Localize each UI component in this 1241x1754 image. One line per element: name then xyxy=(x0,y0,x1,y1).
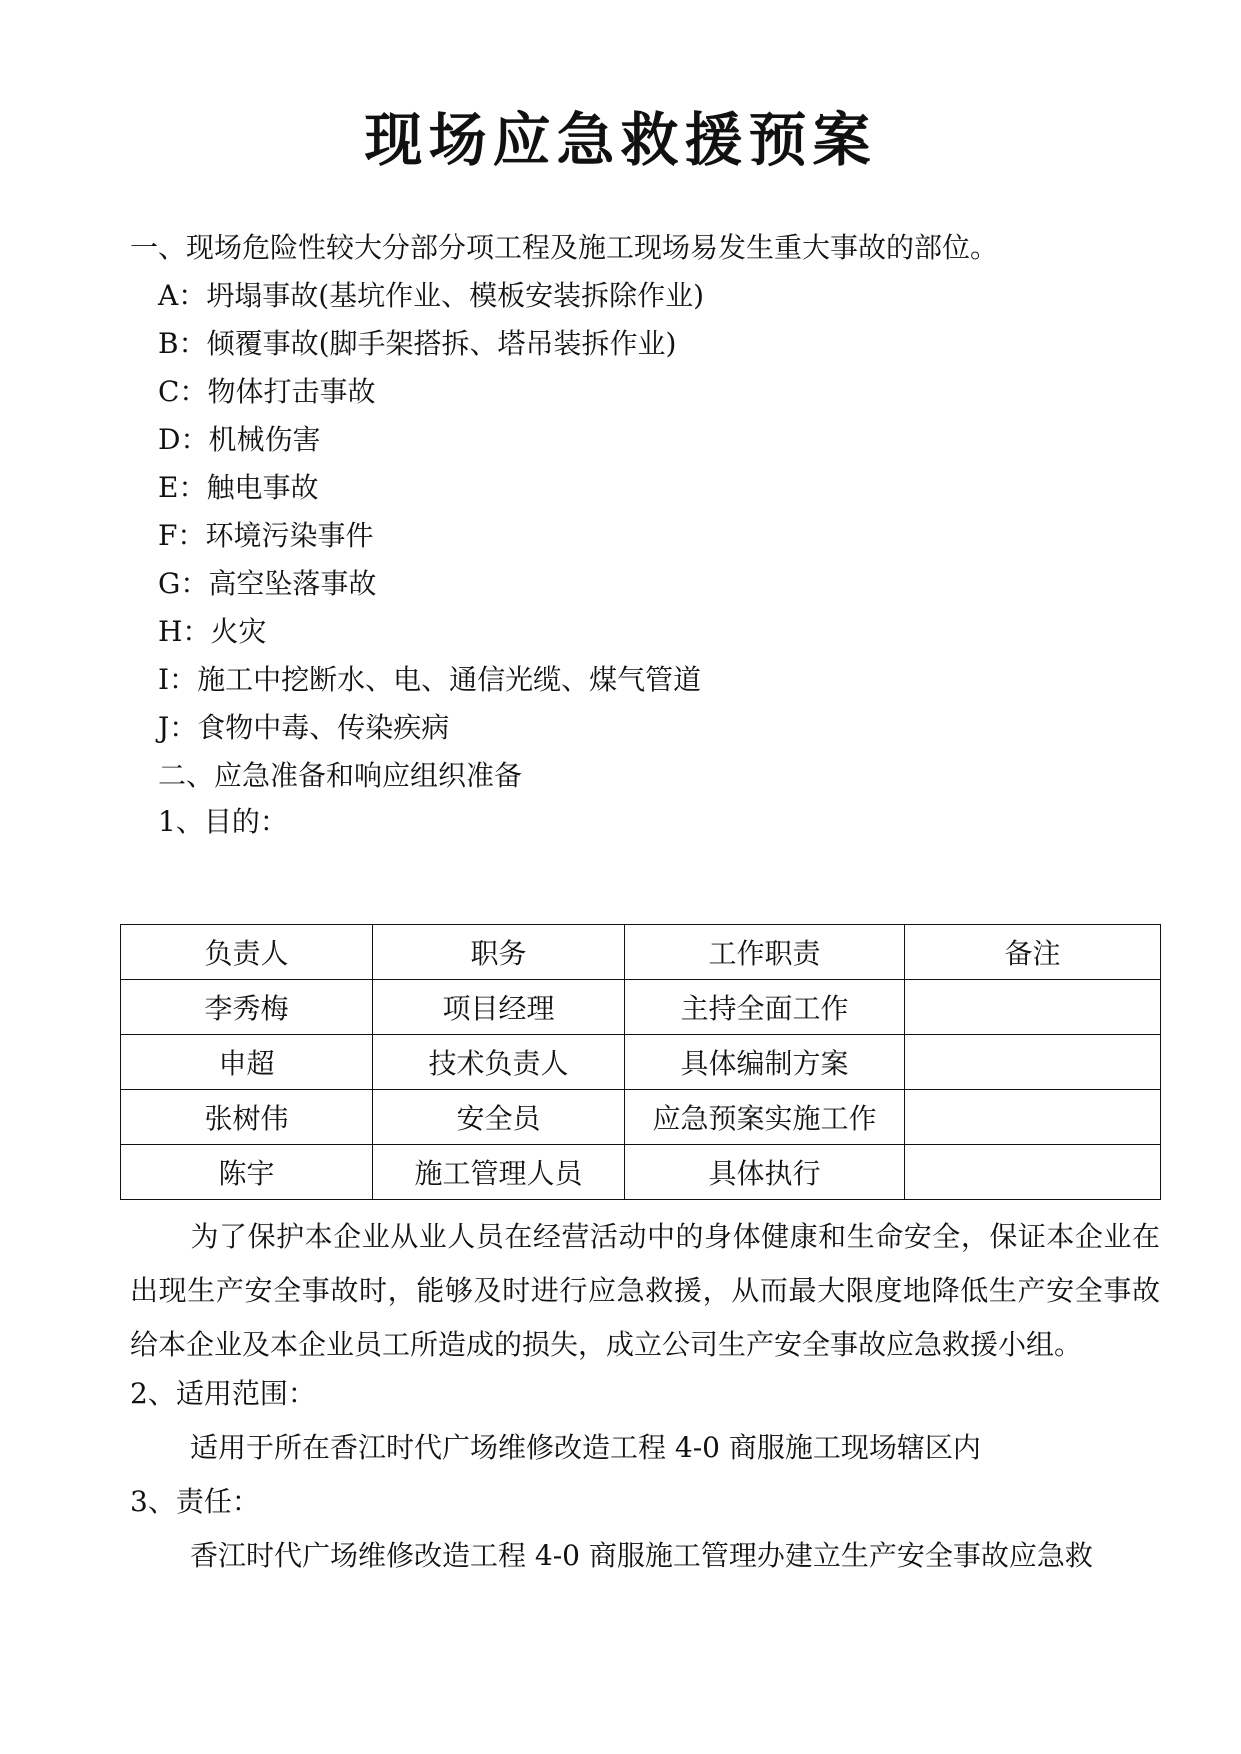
hazard-code: H： xyxy=(158,615,211,648)
table-cell: 张树伟 xyxy=(121,1090,373,1145)
table-cell: 陈宇 xyxy=(121,1145,373,1200)
header-cell-remark: 备注 xyxy=(905,925,1161,980)
table-cell xyxy=(905,1035,1161,1090)
table-cell xyxy=(905,1090,1161,1145)
hazard-item-b xyxy=(158,324,676,364)
table-cell xyxy=(905,980,1161,1035)
hazard-text: 高空坠落事故 xyxy=(208,567,377,600)
hazard-text: 触电事故 xyxy=(206,471,319,504)
hazard-item-e xyxy=(158,468,318,508)
hazard-code: C： xyxy=(158,375,208,408)
hazard-code: F： xyxy=(158,519,206,552)
table-cell xyxy=(905,1145,1161,1200)
hazard-text: 食物中毒、传染疾病 xyxy=(197,711,450,744)
hazard-code: E： xyxy=(158,471,207,504)
table-cell: 安全员 xyxy=(373,1090,625,1145)
hazard-code: I： xyxy=(158,663,198,696)
section2-heading: 二、应急准备和响应组织准备 xyxy=(158,759,523,792)
hazard-item-f xyxy=(158,516,373,556)
hazard-text: 施工中挖断水、电、通信光缆、煤气管道 xyxy=(197,663,702,696)
header-cell-duty: 工作职责 xyxy=(625,925,905,980)
table-cell: 应急预案实施工作 xyxy=(625,1090,905,1145)
table-cell: 李秀梅 xyxy=(121,980,373,1035)
hazard-text: 倾覆事故(脚手架搭拆、塔吊装拆作业) xyxy=(206,327,677,360)
table-row xyxy=(121,1035,1161,1090)
table-row xyxy=(121,980,1161,1035)
subsection1-heading: 1、目的： xyxy=(158,805,288,838)
purpose-paragraph xyxy=(130,1210,1160,1372)
hazard-text: 物体打击事故 xyxy=(207,375,376,408)
table-row xyxy=(121,1145,1161,1200)
hazard-item-i xyxy=(158,660,701,700)
responsibility-text: 香江时代广场维修改造工程 4-0 商服施工管理办建立生产安全事故应急救 xyxy=(190,1539,1093,1572)
subsection3-heading: 3、责任： xyxy=(130,1485,260,1518)
hazard-item-a xyxy=(158,276,704,316)
hazard-text: 火灾 xyxy=(210,615,267,648)
hazard-code: J： xyxy=(158,711,198,744)
table-cell: 申超 xyxy=(121,1035,373,1090)
table-cell: 施工管理人员 xyxy=(373,1145,625,1200)
purpose-text: 为了保护本企业从业人员在经营活动中的身体健康和生命安全，保证本企业在出现生产安全事故时，能够及时进行应急救援，从而最大限度地降低生产安全事故给本企业及本企业员工所造成的损失，成立公司生产安全事故应急救援小组。 xyxy=(130,1220,1160,1361)
hazard-text: 环境污染事件 xyxy=(205,519,374,552)
responsibility-table xyxy=(120,924,1161,1200)
hazard-code: A： xyxy=(158,279,207,312)
table-cell: 主持全面工作 xyxy=(625,980,905,1035)
page-title: 现场应急救援预案 xyxy=(364,106,877,174)
table-cell: 具体执行 xyxy=(625,1145,905,1200)
table-header-row xyxy=(121,925,1161,980)
hazard-item-g xyxy=(158,564,376,604)
section1-heading: 一、现场危险性较大分部分项工程及施工现场易发生重大事故的部位。 xyxy=(130,231,999,264)
table-cell: 技术负责人 xyxy=(373,1035,625,1090)
hazard-item-j xyxy=(158,708,449,748)
hazard-item-d xyxy=(158,420,320,460)
table-cell: 具体编制方案 xyxy=(625,1035,905,1090)
scope-text: 适用于所在香江时代广场维修改造工程 4-0 商服施工现场辖区内 xyxy=(190,1431,981,1464)
hazard-code: G： xyxy=(158,567,209,600)
hazard-text: 机械伤害 xyxy=(208,423,321,456)
table-row xyxy=(121,1090,1161,1145)
hazard-item-h xyxy=(158,612,266,652)
table-cell: 项目经理 xyxy=(373,980,625,1035)
header-cell-position: 职务 xyxy=(373,925,625,980)
hazard-code: D： xyxy=(158,423,209,456)
hazard-item-c xyxy=(158,372,375,412)
hazard-text: 坍塌事故(基坑作业、模板安装拆除作业) xyxy=(206,279,705,312)
hazard-code: B： xyxy=(158,327,207,360)
header-cell-person: 负责人 xyxy=(121,925,373,980)
subsection2-heading: 2、适用范围： xyxy=(130,1377,316,1410)
